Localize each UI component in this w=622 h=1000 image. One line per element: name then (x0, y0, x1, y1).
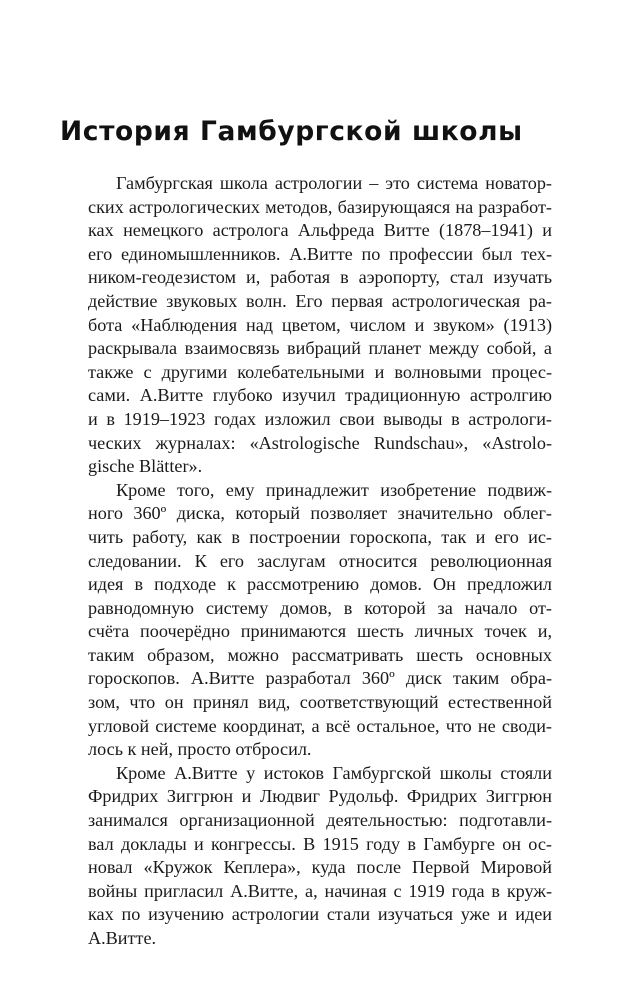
text-line: gische Blätter». (88, 456, 203, 477)
text-line: следовании. К его заслугам относится революционная (88, 550, 552, 571)
text-line: счёта поочерёдно принимаются шесть личных точек и, (88, 621, 552, 642)
text-line: идея в подходе к рассмотрению домов. Он предложил (88, 574, 552, 595)
text-line: угловой системе координат, а всё остальное, что не своди- (88, 715, 552, 736)
text-line: его единомышленников. А.Витте по профессии был тех- (88, 243, 552, 264)
text-line: ках по изучению астрологии стали изучаться уже и идеи (88, 904, 552, 925)
text-line: бота «Наблюдения над цветом, числом и звуком» (1913) (88, 314, 552, 335)
text-line: занимался организационной деятельностью: подготавли- (88, 810, 552, 831)
text-line: ках немецкого астролога Альфреда Витте (1878–1941) и (88, 220, 552, 241)
text-line: действие звуковых волн. Его первая астрологическая ра- (88, 290, 552, 311)
text-line: равнодомную систему домов, в которой за начало от- (88, 597, 552, 618)
text-line: раскрывала взаимосвязь вибраций планет между собой, а (88, 338, 552, 359)
paragraph-2 (88, 479, 552, 762)
text-line: новал «Кружок Кеплера», куда после Первой Мировой (88, 857, 552, 878)
paragraph-3 (88, 762, 552, 951)
text-line: вал доклады и конгрессы. В 1915 году в Гамбурге он ос- (88, 833, 552, 854)
text-line: ских астрологических методов, базирующаяся на разработ- (88, 196, 552, 217)
text-line: и в 1919–1923 годах изложил свои выводы в астрологи- (88, 408, 552, 429)
text-line: зом, что он принял вид, соответствующий естественной (88, 692, 552, 713)
text-line: также с другими колебательными и волновыми процес- (88, 361, 552, 382)
text-line: Гамбургская школа астрологии – это система новатор- (116, 173, 552, 193)
body-text (88, 172, 552, 951)
text-line: сами. А.Витте глубоко изучил традиционную астролгию (88, 385, 552, 406)
paragraph-1 (88, 172, 552, 479)
text-line: таким образом, можно рассматривать шесть основных (88, 644, 552, 665)
text-line: ного 360º диска, который позволяет значительно облег- (88, 503, 552, 524)
text-line: ником-геодезистом и, работая в аэропорту, стал изучать (88, 267, 552, 288)
text-line: лось к ней, просто отбросил. (88, 739, 312, 760)
text-line: Кроме А.Витте у истоков Гамбургской школы стояли (116, 762, 552, 783)
text-line: А.Витте. (88, 928, 157, 948)
text-line: Кроме того, ему принадлежит изобретение подвиж- (116, 479, 552, 500)
text-line: ческих журналах: «Astrologische Rundschau», «Astrolo- (88, 432, 552, 453)
text-line: войны пригласил А.Витте, а, начиная с 1919 года в круж- (88, 880, 552, 901)
chapter-title: История Гамбургской школы (60, 116, 523, 147)
text-line: чить работу, как в построении гороскопа, так и его ис- (88, 526, 552, 547)
text-line: Фридрих Зиггрюн и Людвиг Рудольф. Фридрих Зиггрюн (88, 786, 552, 807)
text-line: гороскопов. А.Витте разработал 360º диск таким обра- (88, 668, 552, 689)
